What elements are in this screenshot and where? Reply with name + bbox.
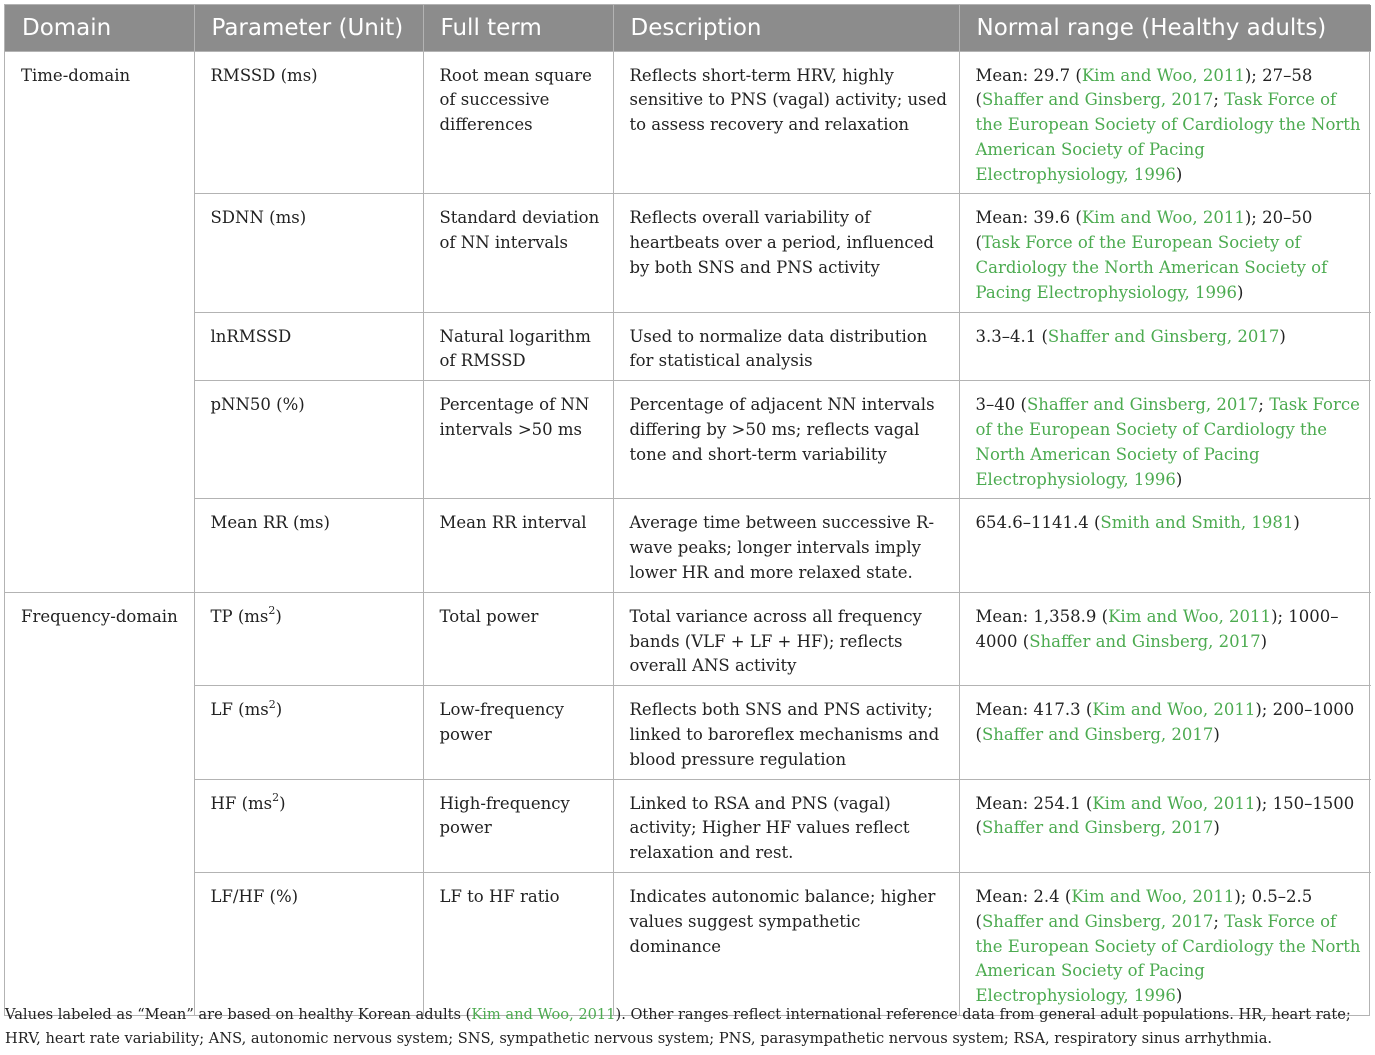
parameter-cell: Mean RR (ms): [194, 499, 423, 592]
parameter-cell: [194, 686, 423, 779]
range-text: Mean: 254.1 (: [975, 793, 1093, 813]
range-text: ): [1175, 986, 1183, 1006]
table-header-row: [5, 5, 1371, 51]
range-text: 3–40 (: [975, 395, 1027, 415]
description-cell: Used to normalize data distribution for statistical analysis: [613, 312, 959, 381]
range-text: ;: [1213, 911, 1225, 931]
hrv-parameters-table-container: [4, 4, 1370, 1016]
range-text: ): [1260, 631, 1268, 651]
citation-link[interactable]: Shaffer and Ginsberg, 2017: [981, 90, 1214, 110]
parameter-superscript: 2: [268, 697, 276, 711]
parameter-cell: [194, 779, 423, 872]
range-text: Mean: 29.7 (: [975, 65, 1082, 85]
range-text: Mean: 39.6 (: [975, 208, 1082, 228]
full-term-cell: Standard deviation of NN intervals: [423, 194, 613, 312]
description-cell: Total variance across all frequency bands (VLF + LF + HF); reflects overall ANS activity: [613, 592, 959, 685]
parameter-text: TP (ms: [210, 606, 269, 626]
table-footnote: [5, 1003, 1371, 1051]
parameter-text: LF (ms: [210, 700, 269, 720]
parameter-text-end: ): [279, 793, 286, 813]
citation-link[interactable]: Kim and Woo, 2011: [1081, 208, 1245, 228]
citation-link[interactable]: Kim and Woo, 2011: [1071, 887, 1235, 907]
domain-cell-time: Time-domain: [5, 51, 194, 592]
full-term-cell: Natural logarithm of RMSSD: [423, 312, 613, 381]
range-text: ); 1000–4000 (: [975, 606, 1339, 651]
table-row: [5, 312, 1371, 381]
description-cell: Average time between successive R-wave peaks; longer intervals imply lower HR and more relaxed state.: [613, 499, 959, 592]
citation-link[interactable]: Shaffer and Ginsberg, 2017: [1029, 631, 1261, 651]
range-text: ); 0.5–2.5 (: [975, 887, 1313, 931]
table-row: [5, 194, 1371, 312]
range-text: ): [1293, 513, 1300, 533]
table-row: [5, 592, 1371, 685]
normal-range-cell: [959, 194, 1371, 312]
normal-range-cell: [959, 381, 1371, 499]
citation-link[interactable]: Kim and Woo, 2011: [1081, 65, 1245, 85]
citation-link[interactable]: Shaffer and Ginsberg, 2017: [981, 818, 1214, 838]
table-row: [5, 686, 1371, 779]
domain-cell-frequency: Frequency-domain: [5, 592, 194, 1015]
header-full-term: Full term: [423, 5, 613, 51]
hrv-parameters-table: [5, 5, 1371, 1015]
full-term-cell: Percentage of NN intervals >50 ms: [423, 381, 613, 499]
normal-range-cell: [959, 592, 1371, 685]
description-cell: Linked to RSA and PNS (vagal) activity; Higher HF values reflect relaxation and rest.: [613, 779, 959, 872]
normal-range-cell: [959, 779, 1371, 872]
full-term-cell: Mean RR interval: [423, 499, 613, 592]
parameter-cell: lnRMSSD: [194, 312, 423, 381]
normal-range-cell: [959, 499, 1371, 592]
full-term-cell: High-frequency power: [423, 779, 613, 872]
footnote-text: ). Other ranges reflect international reference data from general adult populations. HR, heart rate; HRV, heart rate variability; ANS, autonomic nervous system; SNS, sympathetic nervous system; PNS, parasympathetic nervous system; RSA, respiratory sinus arrhythmia.: [5, 1006, 1351, 1047]
parameter-text-end: ): [275, 606, 282, 626]
header-normal-range: Normal range (Healthy adults): [959, 5, 1371, 51]
full-term-cell: LF to HF ratio: [423, 873, 613, 1015]
normal-range-cell: [959, 873, 1371, 1015]
range-text: ); 150–1500 (: [975, 793, 1355, 838]
range-text: ); 20–50 (: [975, 208, 1313, 253]
normal-range-cell: [959, 686, 1371, 779]
table-row: [5, 51, 1371, 194]
range-text: 3.3–4.1 (: [975, 326, 1048, 346]
parameter-text-end: ): [275, 700, 283, 720]
citation-link[interactable]: Shaffer and Ginsberg, 2017: [1026, 395, 1259, 415]
range-text: ;: [1258, 395, 1270, 415]
range-text: ): [1175, 469, 1183, 489]
citation-link[interactable]: Task Force of the European Society of Cardiology the North American Society of Pacing Electrophysiology, 1996: [975, 911, 1361, 1006]
table-row: [5, 779, 1371, 872]
table-row: [5, 499, 1371, 592]
citation-link[interactable]: Task Force of the European Society of Cardiology the North American Society of Pacing Electrophysiology, 1996: [975, 395, 1360, 489]
range-text: Mean: 417.3 (: [975, 700, 1093, 720]
range-text: ): [1213, 725, 1220, 745]
range-text: ): [1175, 164, 1183, 184]
parameter-text: HF (ms: [210, 793, 273, 813]
header-parameter: Parameter (Unit): [194, 5, 423, 51]
range-text: Mean: 1,358.9 (: [975, 606, 1109, 626]
footnote-text: Values labeled as “Mean” are based on healthy Korean adults (: [5, 1006, 472, 1023]
parameter-cell: [194, 592, 423, 685]
normal-range-cell: [959, 51, 1371, 194]
citation-link[interactable]: Task Force of the European Society of Cardiology the North American Society of Pacing Electrophysiology, 1996: [975, 90, 1361, 184]
header-description: Description: [613, 5, 959, 51]
range-text: ); 200–1000 (: [975, 700, 1355, 745]
range-text: ): [1279, 326, 1286, 346]
parameter-cell: RMSSD (ms): [194, 51, 423, 194]
parameter-superscript: 2: [268, 604, 276, 618]
normal-range-cell: [959, 312, 1371, 381]
parameter-cell: SDNN (ms): [194, 194, 423, 312]
citation-link[interactable]: Kim and Woo, 2011: [1092, 700, 1256, 720]
description-cell: Reflects overall variability of heartbeats over a period, influenced by both SNS and PNS activity: [613, 194, 959, 312]
range-text: ); 27–58 (: [975, 65, 1313, 110]
range-text: ): [1237, 282, 1244, 302]
description-cell: Indicates autonomic balance; higher values suggest sympathetic dominance: [613, 873, 959, 1015]
citation-link[interactable]: Kim and Woo, 2011: [1108, 606, 1272, 626]
citation-link[interactable]: Kim and Woo, 2011: [471, 1006, 616, 1023]
citation-link[interactable]: Shaffer and Ginsberg, 2017: [1047, 326, 1280, 346]
range-text: ;: [1213, 90, 1225, 110]
citation-link[interactable]: Kim and Woo, 2011: [1092, 793, 1256, 813]
parameter-superscript: 2: [272, 791, 280, 805]
citation-link[interactable]: Smith and Smith, 1981: [1100, 513, 1294, 533]
citation-link[interactable]: Shaffer and Ginsberg, 2017: [981, 725, 1214, 745]
description-cell: Reflects short-term HRV, highly sensitive to PNS (vagal) activity; used to assess recovery and relaxation: [613, 51, 959, 194]
description-cell: Reflects both SNS and PNS activity; linked to baroreflex mechanisms and blood pressure regulation: [613, 686, 959, 779]
full-term-cell: Total power: [423, 592, 613, 685]
description-cell: Percentage of adjacent NN intervals differing by >50 ms; reflects vagal tone and short-term variability: [613, 381, 959, 499]
range-text: 654.6–1141.4 (: [975, 513, 1101, 533]
table-row: [5, 381, 1371, 499]
full-term-cell: Root mean square of successive differences: [423, 51, 613, 194]
table-row: [5, 873, 1371, 1015]
citation-link[interactable]: Shaffer and Ginsberg, 2017: [981, 911, 1214, 931]
parameter-cell: pNN50 (%): [194, 381, 423, 499]
range-text: ): [1213, 818, 1220, 838]
full-term-cell: Low-frequency power: [423, 686, 613, 779]
range-text: Mean: 2.4 (: [975, 887, 1072, 907]
parameter-cell: LF/HF (%): [194, 873, 423, 1015]
header-domain: Domain: [5, 5, 194, 51]
citation-link[interactable]: Task Force of the European Society of Cardiology the North American Society of Pacing Electrophysiology, 1996: [975, 233, 1328, 302]
